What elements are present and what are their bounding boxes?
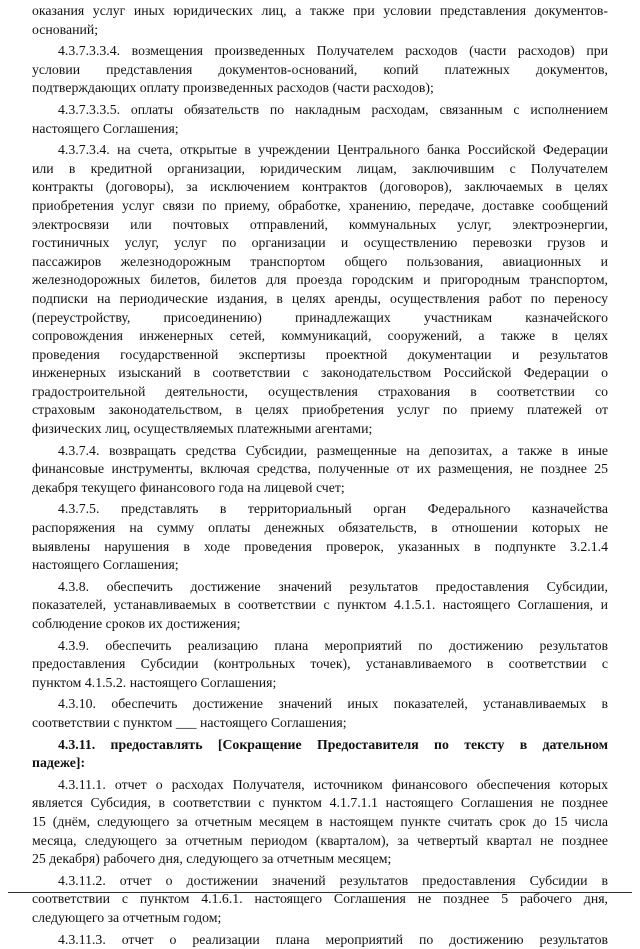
- document-text: [32, 2, 608, 949]
- text-line: 4.3.7.5. представлять в территориальный орган Федерального казначейства: [32, 500, 608, 519]
- text-line: финансовые инструменты, включая средства, полученные от их размещения, не позднее 25: [32, 460, 608, 479]
- text-line: декабря текущего финансового года на лицевой счет;: [32, 479, 608, 498]
- text-line: 4.3.7.4. возвращать средства Субсидии, размещенные на депозитах, а также в иные: [32, 442, 608, 461]
- paragraph-4-3-7-3-3-4: [32, 42, 608, 98]
- text-line: следующего за отчетным годом;: [32, 909, 608, 928]
- text-line: приобретения услуг связи по приему, обработке, хранению, передаче, доставке сообщений: [32, 197, 608, 216]
- text-line: пассажиров железнодорожным транспортом общего пользования, авиационных и: [32, 253, 608, 272]
- text-line: выявлены нарушения в ходе проведения проверок, указанных в подпункте 3.2.1.4: [32, 538, 608, 557]
- text-line: 4.3.7.3.3.5. оплаты обязательств по накладным расходам, связанным с исполнением: [32, 101, 608, 120]
- text-line: 4.3.11.1. отчет о расходах Получателя, источником финансового обеспечения которых: [32, 776, 608, 795]
- text-line: 4.3.11. предоставлять [Сокращение Предоставителя по тексту в дательном: [32, 736, 608, 755]
- paragraph-4-3-11-1: [32, 776, 608, 869]
- text-line: показателей, устанавливаемых в соответствии с пунктом 4.1.5.1. настоящего Соглашения, и: [32, 596, 608, 615]
- text-line: пунктом 4.1.5.2. настоящего Соглашения;: [32, 674, 608, 693]
- text-line: 4.3.9. обеспечить реализацию плана мероприятий по достижению результатов: [32, 637, 608, 656]
- text-line: соответствии с пунктом 4.1.6.1. настоящего Соглашения не позднее 5 рабочего дня,: [32, 890, 608, 909]
- paragraph-continuation: [32, 2, 608, 39]
- paragraph-4-3-7-4: [32, 442, 608, 498]
- text-line: соответствии с пунктом ___ настоящего Соглашения;: [32, 714, 608, 733]
- text-line: (переустройству, присоединению) принадлежащих участникам казначейского: [32, 309, 608, 328]
- text-line: гостиничных услуг, услуг по организации и осуществлению перевозки грузов и: [32, 234, 608, 253]
- paragraph-4-3-8: [32, 578, 608, 634]
- text-line: условии представления документов-оснований, копий платежных документов,: [32, 61, 608, 80]
- text-line: контракты (договоры), за исключением контрактов (договоров), заключаемых в целях: [32, 178, 608, 197]
- paragraph-4-3-11-2: [32, 872, 608, 928]
- paragraph-4-3-10: [32, 695, 608, 732]
- paragraph-4-3-7-3-4: [32, 141, 608, 439]
- text-line: физических лиц, осуществляемых платежными агентами;: [32, 420, 608, 439]
- paragraph-4-3-9: [32, 637, 608, 693]
- paragraph-4-3-11: [32, 736, 608, 773]
- text-line: электросвязи или почтовых отправлений, коммунальных услуг, электроэнергии,: [32, 216, 608, 235]
- text-line: 4.3.11.3. отчет о реализации плана мероприятий по достижению результатов: [32, 931, 608, 949]
- text-line: падеже]:: [32, 754, 608, 773]
- text-line: страховым законодательством, в целях приобретения услуг по приему платежей от: [32, 401, 608, 420]
- text-line: оказания услуг иных юридических лиц, а также при условии представления документов-: [32, 2, 608, 21]
- text-line: 4.3.7.3.3.4. возмещения произведенных Получателем расходов (части расходов) при: [32, 42, 608, 61]
- paragraph-4-3-11-3: [32, 931, 608, 949]
- text-line: сопровождения инженерных сетей, коммуникаций, сооружений, а также в целях: [32, 327, 608, 346]
- text-line: или в кредитной организации, юридическим лицам, заключившим с Получателем: [32, 160, 608, 179]
- text-line: 4.3.8. обеспечить достижение значений результатов предоставления Субсидии,: [32, 578, 608, 597]
- paragraph-4-3-7-5: [32, 500, 608, 574]
- paragraph-4-3-7-3-3-5: [32, 101, 608, 138]
- text-line: оснований;: [32, 21, 608, 40]
- text-line: 15 (днём, следующего за отчетным месяцем в настоящем пункте считать срок до 15 числа: [32, 813, 608, 832]
- text-line: железнодорожных билетов, билетов для проезда городским и пригородным транспортом,: [32, 271, 608, 290]
- text-line: проведения государственной экспертизы проектной документации и результатов: [32, 346, 608, 365]
- text-line: месяца, следующего за отчетным периодом (кварталом), за четвертый квартал не позднее: [32, 832, 608, 851]
- footer-divider: [8, 892, 632, 893]
- text-line: градостроительной деятельности, осуществления страхования в соответствии со: [32, 383, 608, 402]
- text-line: 4.3.7.3.4. на счета, открытые в учреждении Центрального банка Российской Федерации: [32, 141, 608, 160]
- text-line: является Субсидия, в соответствии с пунктом 4.1.7.1.1 настоящего Соглашения не позднее: [32, 794, 608, 813]
- text-line: предоставления Субсидии (контрольных точек), устанавливаемого в соответствии с: [32, 655, 608, 674]
- text-line: настоящего Соглашения;: [32, 556, 608, 575]
- text-line: соблюдение сроков их достижения;: [32, 615, 608, 634]
- text-line: инженерных изысканий в соответствии с законодательством Российской Федерации о: [32, 364, 608, 383]
- text-line: подтверждающих оплату произведенных расходов (части расходов);: [32, 79, 608, 98]
- text-line: 25 декабря) рабочего дня, следующего за отчетным месяцем;: [32, 850, 608, 869]
- text-line: 4.3.10. обеспечить достижение значений иных показателей, устанавливаемых в: [32, 695, 608, 714]
- text-line: подписки на периодические издания, в целях аренды, осуществления работ по переносу: [32, 290, 608, 309]
- text-line: 4.3.11.2. отчет о достижении значений результатов предоставления Субсидии в: [32, 872, 608, 891]
- text-line: распоряжения на сумму оплаты денежных обязательств, в отношении которых не: [32, 519, 608, 538]
- text-line: настоящего Соглашения;: [32, 120, 608, 139]
